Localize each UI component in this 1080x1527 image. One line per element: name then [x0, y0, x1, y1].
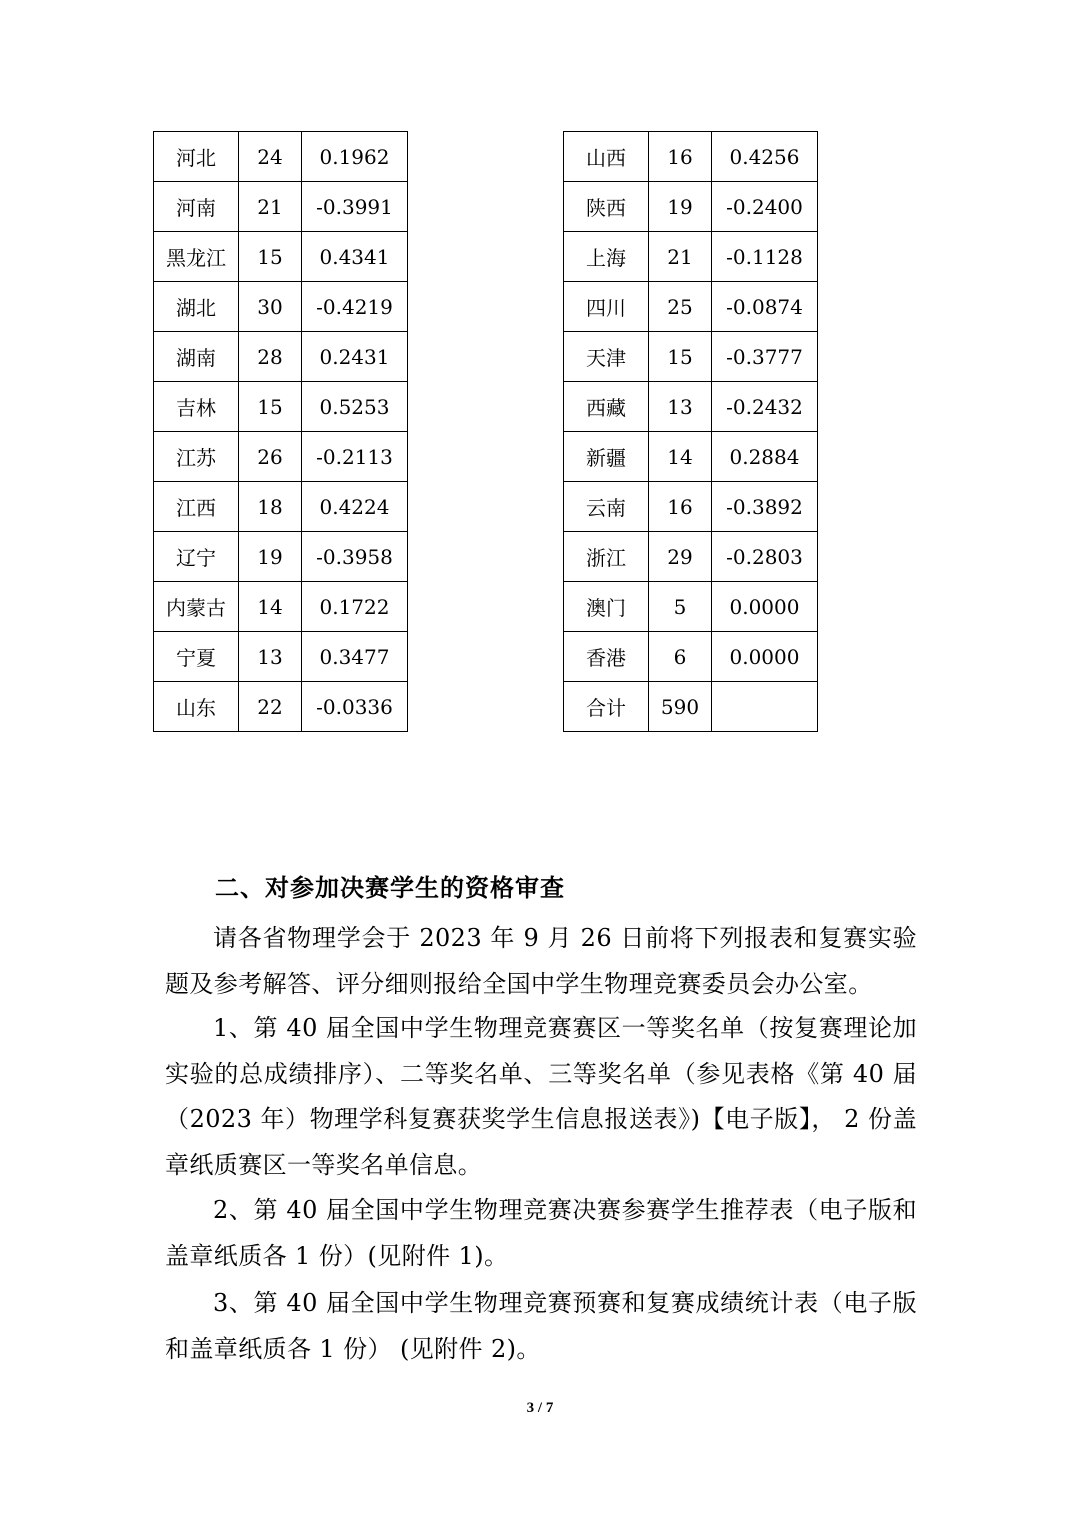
quota-table-right	[563, 131, 818, 732]
cell-region: 山东	[154, 682, 239, 732]
cell-value: -0.2400	[712, 182, 818, 232]
cell-value: 0.2884	[712, 432, 818, 482]
cell-count: 15	[239, 232, 302, 282]
section-heading: 二、对参加决赛学生的资格审查	[215, 874, 565, 902]
cell-value: 0.5253	[302, 382, 408, 432]
table-row	[154, 282, 408, 332]
cell-count: 21	[239, 182, 302, 232]
table-row	[564, 582, 818, 632]
cell-value: -0.0874	[712, 282, 818, 332]
table-row	[154, 632, 408, 682]
table-row	[564, 682, 818, 732]
cell-value: -0.3777	[712, 332, 818, 382]
table-row	[154, 582, 408, 632]
cell-value: -0.3958	[302, 532, 408, 582]
cell-count: 15	[239, 382, 302, 432]
cell-value: 0.4256	[712, 132, 818, 182]
cell-count: 24	[239, 132, 302, 182]
cell-region: 辽宁	[154, 532, 239, 582]
cell-count: 16	[649, 132, 712, 182]
table-row	[154, 432, 408, 482]
cell-value: -0.2432	[712, 382, 818, 432]
cell-region: 上海	[564, 232, 649, 282]
cell-value: -0.4219	[302, 282, 408, 332]
table-row	[154, 232, 408, 282]
cell-value: -0.0336	[302, 682, 408, 732]
table-row	[564, 132, 818, 182]
cell-region: 内蒙古	[154, 582, 239, 632]
cell-count: 22	[239, 682, 302, 732]
table-row	[564, 182, 818, 232]
table-row	[154, 682, 408, 732]
cell-region: 江西	[154, 482, 239, 532]
cell-count: 21	[649, 232, 712, 282]
cell-count: 18	[239, 482, 302, 532]
cell-count: 26	[239, 432, 302, 482]
cell-region: 澳门	[564, 582, 649, 632]
table-row	[564, 432, 818, 482]
cell-value: 0.3477	[302, 632, 408, 682]
cell-region: 浙江	[564, 532, 649, 582]
cell-region: 河北	[154, 132, 239, 182]
cell-count: 16	[649, 482, 712, 532]
cell-value	[712, 682, 818, 732]
cell-value: 0.0000	[712, 582, 818, 632]
table-row	[154, 382, 408, 432]
cell-region: 天津	[564, 332, 649, 382]
cell-count: 19	[649, 182, 712, 232]
cell-region: 陕西	[564, 182, 649, 232]
cell-value: 0.2431	[302, 332, 408, 382]
cell-count: 19	[239, 532, 302, 582]
table-row	[564, 232, 818, 282]
cell-value: -0.3892	[712, 482, 818, 532]
cell-value: 0.4341	[302, 232, 408, 282]
cell-count: 6	[649, 632, 712, 682]
cell-count: 28	[239, 332, 302, 382]
cell-region: 新疆	[564, 432, 649, 482]
list-item: 2、第 40 届全国中学生物理竞赛决赛参赛学生推荐表（电子版和盖章纸质各 1 份）(见附件 1)。	[165, 1196, 917, 1270]
cell-count: 30	[239, 282, 302, 332]
cell-value: -0.2803	[712, 532, 818, 582]
page-number: 3 / 7	[526, 1400, 554, 1416]
table-row	[564, 482, 818, 532]
table-row	[564, 282, 818, 332]
cell-region: 香港	[564, 632, 649, 682]
cell-region: 河南	[154, 182, 239, 232]
cell-region: 湖北	[154, 282, 239, 332]
list-item: 3、第 40 届全国中学生物理竞赛预赛和复赛成绩统计表（电子版和盖章纸质各 1 份） (见附件 2)。	[165, 1289, 917, 1363]
cell-count: 13	[239, 632, 302, 682]
cell-region: 山西	[564, 132, 649, 182]
table-row	[154, 332, 408, 382]
table-row	[154, 182, 408, 232]
table-row	[564, 382, 818, 432]
intro-paragraph: 请各省物理学会于 2023 年 9 月 26 日前将下列报表和复赛实验题及参考解答、评分细则报给全国中学生物理竞赛委员会办公室。	[165, 924, 917, 998]
table-row	[154, 532, 408, 582]
cell-region: 吉林	[154, 382, 239, 432]
cell-count: 5	[649, 582, 712, 632]
cell-value: -0.3991	[302, 182, 408, 232]
cell-region: 云南	[564, 482, 649, 532]
cell-region: 合计	[564, 682, 649, 732]
cell-count: 29	[649, 532, 712, 582]
cell-count: 25	[649, 282, 712, 332]
table-row	[564, 532, 818, 582]
cell-count: 14	[239, 582, 302, 632]
table-row	[564, 332, 818, 382]
cell-count: 15	[649, 332, 712, 382]
cell-region: 西藏	[564, 382, 649, 432]
cell-region: 宁夏	[154, 632, 239, 682]
cell-value: 0.1962	[302, 132, 408, 182]
cell-region: 江苏	[154, 432, 239, 482]
list-item: 1、第 40 届全国中学生物理竞赛赛区一等奖名单（按复赛理论加实验的总成绩排序）、二等奖名单、三等奖名单（参见表格《第 40 届（2023 年）物理学科复赛获奖学生信息报送表》)【电子版】， 2 份盖章纸质赛区一等奖名单信息。	[165, 1014, 917, 1179]
table-row	[564, 632, 818, 682]
cell-value: -0.2113	[302, 432, 408, 482]
quota-table-left	[153, 131, 408, 732]
cell-count: 14	[649, 432, 712, 482]
cell-region: 四川	[564, 282, 649, 332]
cell-value: 0.4224	[302, 482, 408, 532]
cell-value: 0.0000	[712, 632, 818, 682]
cell-count: 590	[649, 682, 712, 732]
cell-region: 湖南	[154, 332, 239, 382]
table-row	[154, 482, 408, 532]
cell-value: 0.1722	[302, 582, 408, 632]
cell-value: -0.1128	[712, 232, 818, 282]
cell-region: 黑龙江	[154, 232, 239, 282]
table-row	[154, 132, 408, 182]
cell-count: 13	[649, 382, 712, 432]
